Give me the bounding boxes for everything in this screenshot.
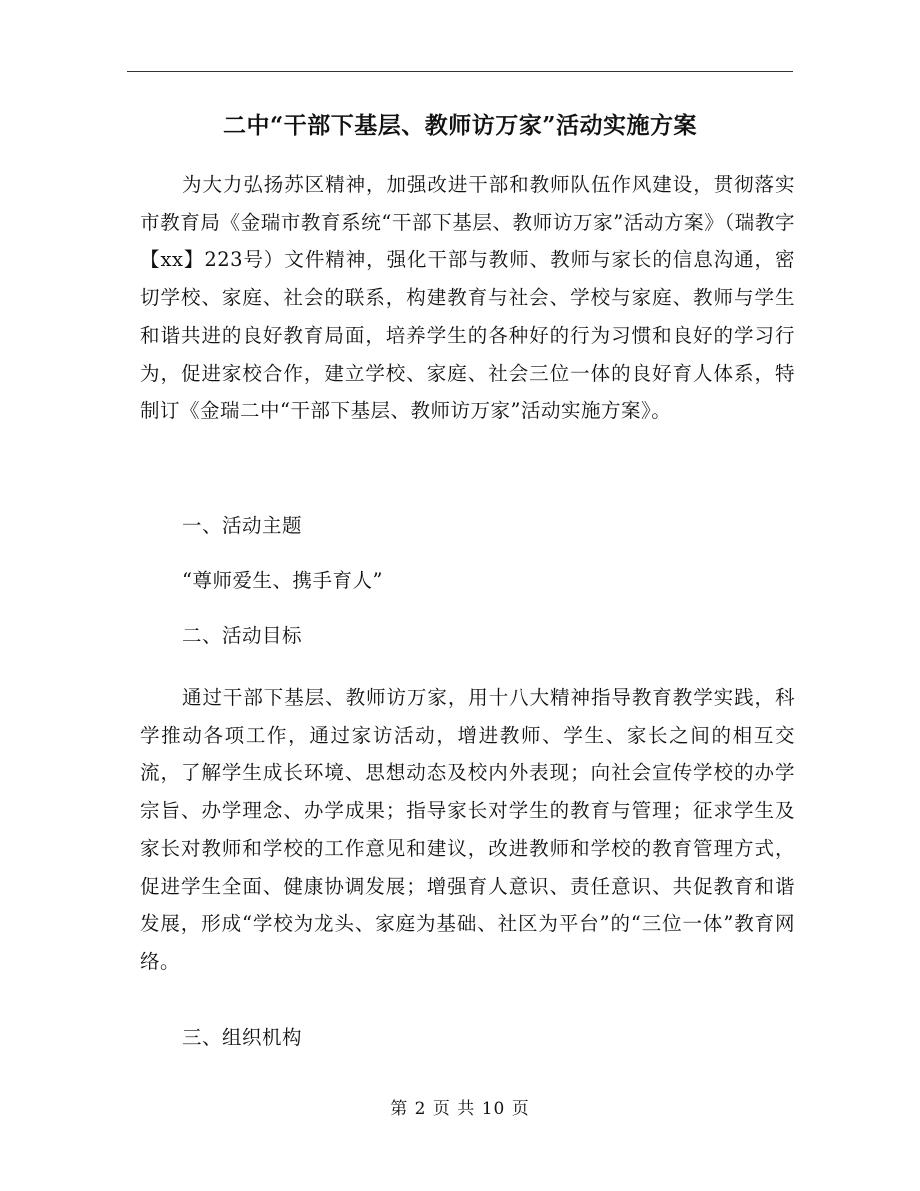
section-2-heading: 二、活动目标 [182,624,303,647]
header-rule [127,71,793,72]
intro-paragraph: 为大力弘扬苏区精神，加强改进干部和教师队伍作风建设，贯彻落实市教育局《金瑞市教育系统“干部下基层、教师访万家”活动方案》（瑞教字【xx】223号）文件精神，强化干部与教师、教师与家长的信息沟通，密切学校、家庭、社会的联系，构建教育与社会、学校与家庭、教师与学生和谐共进的良好教育局面，培养学生的各种好的行为习惯和良好的学习行为，促进家校合作，建立学校、家庭、社会三位一体的良好育人体系，特制订《金瑞二中“干部下基层、教师访万家”活动实施方案》。 [140,173,795,423]
section-2-paragraph: 通过干部下基层、教师访万家，用十八大精神指导教育教学实践，科学推动各项工作，通过家访活动，增进教师、学生、家长之间的相互交流，了解学生成长环境、思想动态及校内外表现；向社会宣传学校的办学宗旨、办学理念、办学成果；指导家长对学生的教育与管理；征求学生及家长对教师和学校的工作意见和建议，改进教师和学校的教育管理方式，促进学生全面、健康协调发展；增强育人意识、责任意识、共促教育和谐发展，形成“学校为龙头、家庭为基础、社区为平台”的“三位一体”教育网络。 [140,686,795,973]
page-number-footer: 第 2 页 共 10 页 [390,1099,530,1119]
section-1-slogan: “尊师爱生、携手育人” [182,569,383,592]
document-title: 二中“干部下基层、教师访万家”活动实施方案 [223,112,697,139]
section-3-heading: 三、组织机构 [182,1026,303,1049]
section-1-heading: 一、活动主题 [182,514,303,537]
